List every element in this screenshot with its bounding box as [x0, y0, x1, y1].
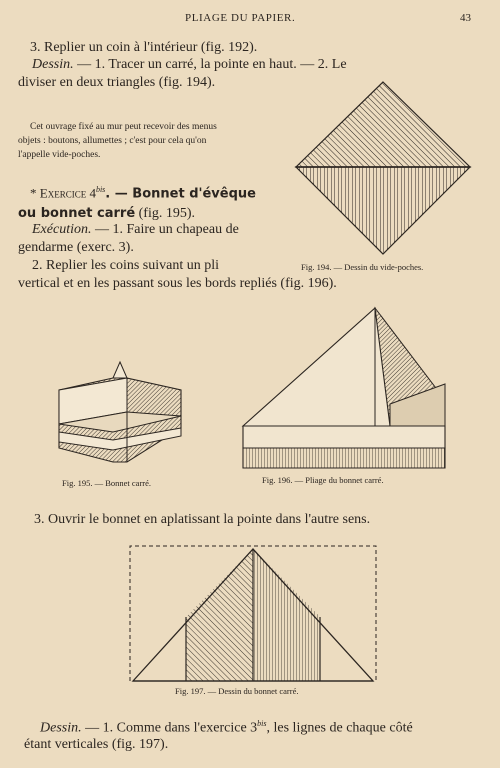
running-header: PLIAGE DU PAPIER.	[185, 12, 296, 24]
dessin-bottom-text: — 1. Comme dans l'exercice 3	[81, 720, 258, 736]
step-2-line-1: 2. Replier les coins suivant un pli	[32, 258, 220, 273]
step-3-bottom: 3. Ouvrir le bonnet en aplatissant la pointe dans l'autre sens.	[34, 512, 371, 527]
page-number: 43	[460, 12, 471, 24]
dessin-text: — 1. Tracer un carré, la pointe en haut. — 2. Le	[73, 57, 347, 72]
exercise-heading-line-2	[18, 204, 195, 222]
dessin-paragraph-line-1	[32, 57, 347, 73]
execution-line-1	[32, 222, 239, 238]
exercise-bis: bis	[95, 185, 106, 194]
note-line-2: objets : boutons, allumettes ; c'est pour cela qu'on	[18, 136, 207, 146]
caption-fig-197: Fig. 197. — Dessin du bonnet carré.	[175, 686, 299, 696]
dessin-bottom-text-end: , les lignes de chaque côté	[266, 720, 413, 736]
caption-fig-196: Fig. 196. — Pliage du bonnet carré.	[262, 475, 384, 485]
dessin-bottom-label: Dessin.	[40, 720, 82, 736]
execution-label: Exécution.	[32, 222, 92, 237]
note-line-3: l'appelle vide-poches.	[18, 150, 101, 160]
exercise-fig-ref: (fig. 195).	[135, 206, 196, 221]
caption-fig-195: Fig. 195. — Bonnet carré.	[62, 478, 151, 488]
figure-197-drawing	[128, 544, 378, 684]
dessin-bottom-line-2: étant verticales (fig. 197).	[24, 737, 169, 752]
note-line-1: Cet ouvrage fixé au mur peut recevoir des menus	[30, 122, 217, 132]
figure-195-drawing	[55, 362, 185, 470]
exercise-heading-line-1	[30, 185, 256, 201]
execution-line-2: gendarme (exerc. 3).	[18, 240, 134, 255]
figure-194-drawing	[296, 82, 472, 258]
exercise-title-2: ou bonnet carré	[18, 206, 136, 221]
step-3-top: 3. Replier un coin à l'intérieur (fig. 192).	[30, 40, 258, 55]
dessin-label: Dessin.	[32, 57, 74, 72]
caption-fig-194: Fig. 194. — Dessin du vide-poches.	[301, 262, 424, 272]
dessin-paragraph-line-2: diviser en deux triangles (fig. 194).	[18, 75, 216, 90]
step-2-line-2: vertical et en les passant sous les bords repliés (fig. 196).	[18, 276, 337, 291]
exercise-title: . — Bonnet d'évêque	[105, 186, 256, 202]
dessin-bottom-line-1	[40, 719, 413, 737]
execution-text: — 1. Faire un chapeau de	[91, 222, 239, 237]
figure-196-drawing	[240, 308, 446, 470]
exercise-number: * Exercice 4	[30, 185, 96, 201]
dessin-bottom-bis: bis	[257, 719, 267, 728]
